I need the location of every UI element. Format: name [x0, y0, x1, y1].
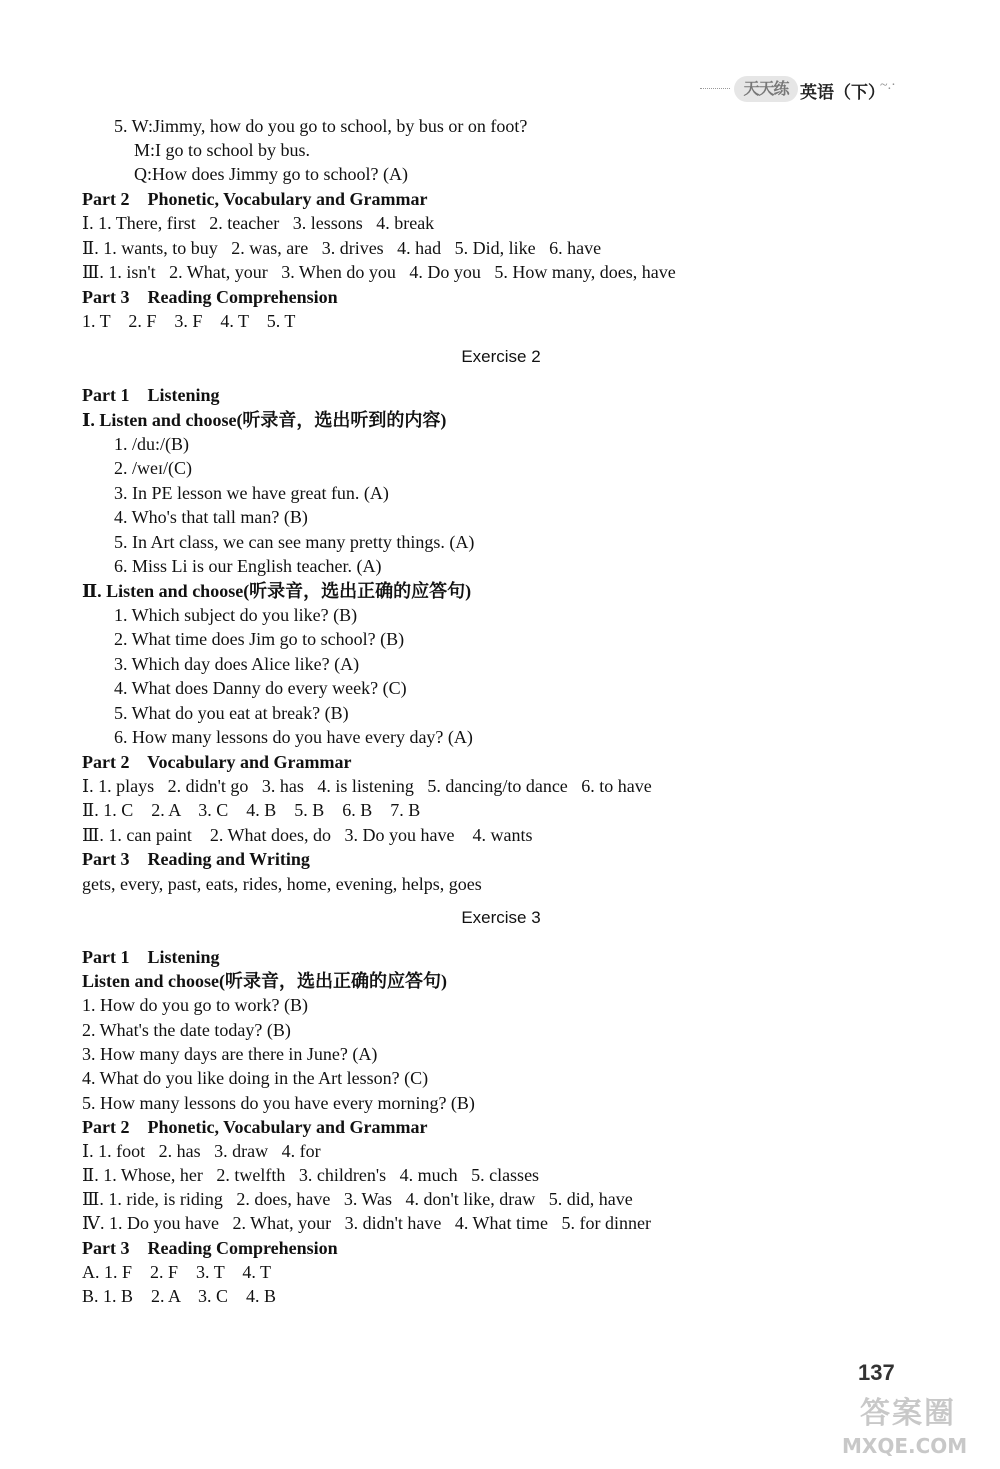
answer-row: Ⅲ. 1. can paint 2. What does, do 3. Do you have 4. wants: [82, 825, 533, 845]
list-item: 5. What do you eat at break? (B): [114, 703, 349, 723]
header-flourish-icon: ~.·: [880, 78, 896, 93]
answer-row: Ⅰ. 1. plays 2. didn't go 3. has 4. is listening 5. dancing/to dance 6. to have: [82, 776, 652, 796]
list-item: 4. Who's that tall man? (B): [114, 507, 308, 527]
list-item: 1. Which subject do you like? (B): [114, 605, 358, 625]
part-heading: Part 1 Listening: [82, 385, 220, 405]
page-number: 137: [858, 1360, 895, 1385]
list-item: 1. How do you go to work? (B): [82, 995, 308, 1015]
listening-item-5-w: 5. W:Jimmy, how do you go to school, by bus or on foot?: [114, 116, 528, 136]
list-item: 5. How many lessons do you have every morning? (B): [82, 1093, 475, 1113]
listening-item-5-q: Q:How does Jimmy go to school? (A): [134, 164, 408, 184]
section-heading: Ⅱ. Listen and choose(听录音，选出正确的应答句): [82, 581, 472, 601]
answer-row: Ⅲ. 1. isn't 2. What, your 3. When do you 4. Do you 5. How many, does, have: [82, 262, 676, 282]
list-item: 6. Miss Li is our English teacher. (A): [114, 556, 382, 576]
list-item: 3. How many days are there in June? (A): [82, 1044, 378, 1064]
answer-row: Ⅱ. 1. C 2. A 3. C 4. B 5. B 6. B 7. B: [82, 800, 421, 820]
list-item: 3. In PE lesson we have great fun. (A): [114, 483, 389, 503]
section-heading: Listen and choose(听录音，选出正确的应答句): [82, 971, 448, 991]
list-item: 6. How many lessons do you have every day? (A): [114, 727, 473, 747]
book-logo: 天天练: [734, 76, 798, 102]
list-item: 4. What do you like doing in the Art lesson? (C): [82, 1068, 429, 1088]
exercise-title: Exercise 2: [461, 347, 541, 366]
list-item: 2. What time does Jim go to school? (B): [114, 629, 405, 649]
answer-row: B. 1. B 2. A 3. C 4. B: [82, 1286, 277, 1306]
site-watermark: [836, 1388, 1000, 1464]
watermark-url: MXQE.COM: [842, 1434, 968, 1458]
watermark-logo-text: 答案圈: [860, 1396, 956, 1431]
listening-item-5-m: M:I go to school by bus.: [134, 140, 311, 160]
part-heading: Part 2 Phonetic, Vocabulary and Grammar: [82, 189, 428, 209]
list-item: 2. /weɪ/(C): [114, 458, 192, 478]
answer-row: gets, every, past, eats, rides, home, evening, helps, goes: [82, 874, 482, 894]
answer-row: A. 1. F 2. F 3. T 4. T: [82, 1262, 272, 1282]
part-heading: Part 3 Reading Comprehension: [82, 1238, 338, 1258]
subject-title: 英语（下）: [800, 83, 885, 103]
answer-row: Ⅱ. 1. Whose, her 2. twelfth 3. children's 4. much 5. classes: [82, 1165, 540, 1185]
part-heading: Part 3 Reading and Writing: [82, 849, 310, 869]
part-heading: Part 2 Vocabulary and Grammar: [82, 752, 352, 772]
part-heading: Part 3 Reading Comprehension: [82, 287, 338, 307]
page-header: [700, 72, 960, 112]
list-item: 2. What's the date today? (B): [82, 1020, 291, 1040]
answer-row: Ⅰ. 1. foot 2. has 3. draw 4. for: [82, 1141, 321, 1161]
part-heading: Part 2 Phonetic, Vocabulary and Grammar: [82, 1117, 428, 1137]
header-dotted-decoration: [700, 88, 730, 89]
part-heading: Part 1 Listening: [82, 947, 220, 967]
answer-row: Ⅱ. 1. wants, to buy 2. was, are 3. drives 4. had 5. Did, like 6. have: [82, 238, 602, 258]
answer-row: Ⅲ. 1. ride, is riding 2. does, have 3. Was 4. don't like, draw 5. did, have: [82, 1189, 633, 1209]
list-item: 4. What does Danny do every week? (C): [114, 678, 407, 698]
exercise-title: Exercise 3: [461, 908, 541, 927]
list-item: 5. In Art class, we can see many pretty things. (A): [114, 532, 475, 552]
answer-row: Ⅰ. 1. There, first 2. teacher 3. lessons 4. break: [82, 213, 435, 233]
section-heading: Ⅰ. Listen and choose(听录音，选出听到的内容): [82, 410, 447, 430]
list-item: 3. Which day does Alice like? (A): [114, 654, 360, 674]
answer-row: 1. T 2. F 3. F 4. T 5. T: [82, 311, 296, 331]
answer-row: Ⅳ. 1. Do you have 2. What, your 3. didn't have 4. What time 5. for dinner: [82, 1213, 651, 1233]
list-item: 1. /du:/(B): [114, 434, 189, 454]
